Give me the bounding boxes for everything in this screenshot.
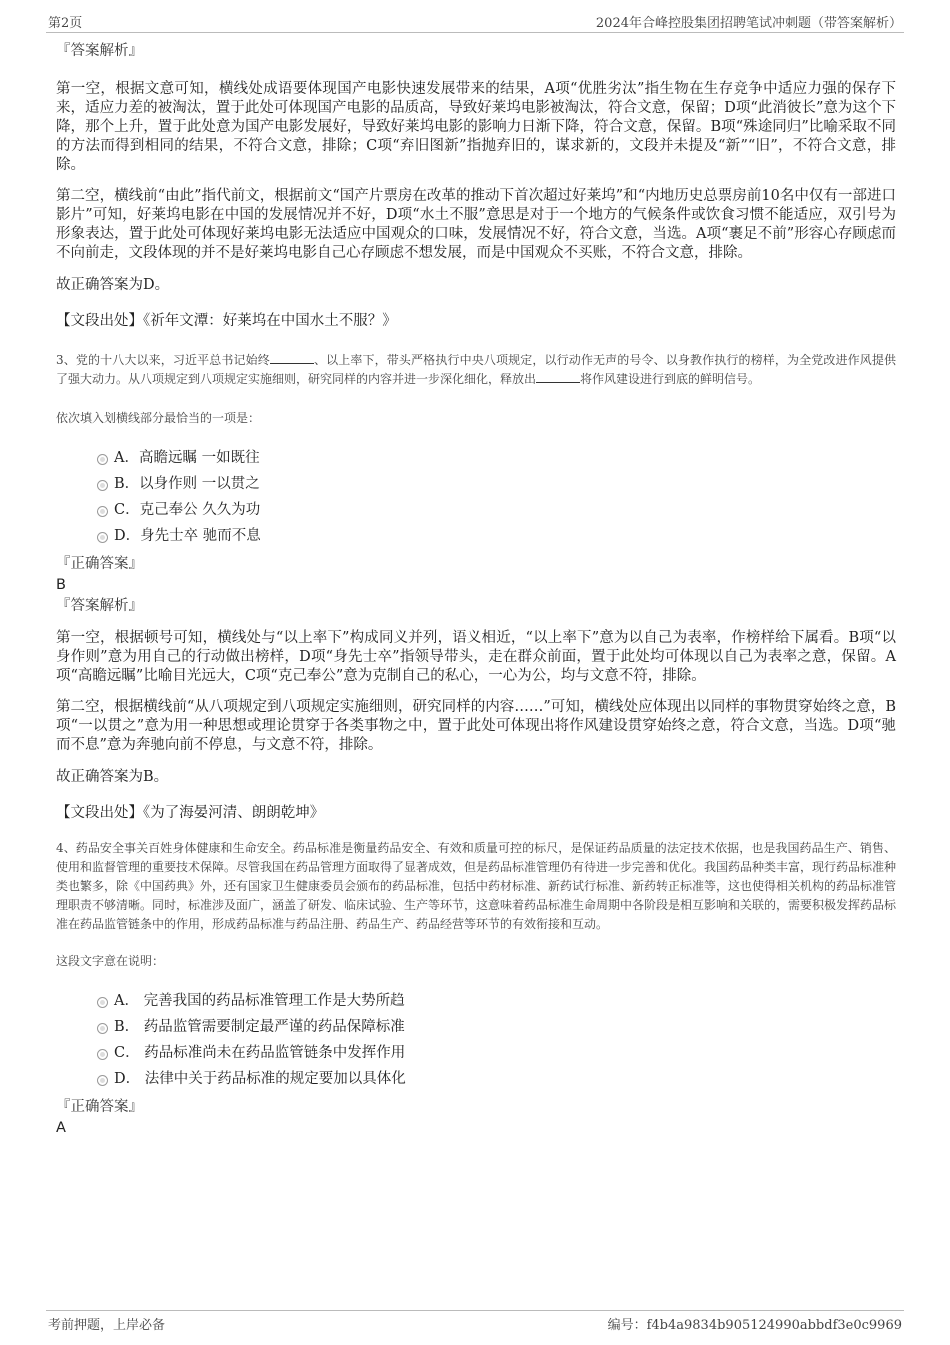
analysis-paragraph-2: 第二空，横线前“由此”指代前文，根据前文“国产片票房在改革的推动下首次超过好莱坞”和“内地历史总票房前10名中仅有一部进口影片”可知，好莱坞电影在中国的发展情况并不好，D项“水土不服”意思是对于一个地方的气候条件或饮食习惯不能适应，双引号为形象表达，置于此处可体现好莱坞电影无法适应中国观众的口味，发展情况不好，符合文意，当选。A项“裹足不前”形容心存顾虑而不向前走，文段体现的并不是好莱坞电影自己心存顾虑不想发展，而是中国观众不买账，不符合文意，排除。: [56, 188, 896, 261]
fill-blank-2: [536, 370, 580, 383]
page-number: 第2页: [48, 16, 83, 31]
radio-icon[interactable]: [97, 997, 108, 1008]
option-b[interactable]: B． 药品监管需要制定最严谨的药品保障标准: [56, 1014, 896, 1040]
option-a[interactable]: A．高瞻远瞩 一如既往: [56, 445, 896, 471]
q2-analysis-block: [56, 40, 896, 331]
option-d[interactable]: D．身先士卒 驰而不息: [56, 523, 896, 549]
option-b[interactable]: B．以身作则 一以贯之: [56, 471, 896, 497]
document-id: 编号：f4b4a9834b905124990abbdf3e0c9969: [607, 1318, 902, 1333]
conclusion: 故正确答案为D。: [56, 277, 170, 293]
answer-analysis-tag: 『答案解析』: [56, 43, 143, 59]
document-title: 2024年合峰控股集团招聘笔试冲刺题（带答案解析）: [595, 16, 902, 31]
main-content: [56, 40, 896, 1138]
question-3: [56, 351, 896, 823]
analysis-paragraph-2: 第二空，根据横线前“从八项规定到八项规定实施细则，研究同样的内容……”可知，横线处应体现出以同样的事物贯穿始终之意，B项“一以贯之”意为用一种思想或理论贯穿于各类事物之中，置于此处可体现出将作风建设贯穿始终之意，符合文意，当选。D项“驰而不息”意为奔驰向前不停息，与文意不符，排除。: [56, 699, 896, 753]
radio-icon[interactable]: [97, 480, 108, 491]
radio-icon[interactable]: [97, 1075, 108, 1086]
source-citation: 【文段出处】《为了海晏河清、朗朗乾坤》: [56, 805, 325, 821]
options-list: [56, 988, 896, 1092]
question-stem: 4、药品安全事关百姓身体健康和生命安全。药品标准是衡量药品安全、有效和质量可控的标尺，是保证药品质量的法定技术依据，也是我国药品生产、销售、使用和监督管理的重要技术保障。尽管我国在药品管理方面取得了显著成效，但是药品标准管理仍有待进一步完善和优化。我国药品种类丰富，现行药品标准种类也繁多，除《中国药典》外，还有国家卫生健康委员会颁布的药品标准，包括中药材标准、新药试行标准、新药转正标准等，这也使得相关机构的药品标准管理职责不够清晰。同时，标准涉及面广，涵盖了研发、临床试验、生产等环节，这意味着药品标准生命周期中各阶段是相互影响和关联的，需要积极发挥药品标准在药品监管链条中的作用，形成药品标准与药品注册、药品生产、药品经营等环节的有效衔接和互动。: [56, 841, 897, 931]
correct-answer: B: [56, 577, 66, 593]
option-d[interactable]: D． 法律中关于药品标准的规定要加以具体化: [56, 1066, 896, 1092]
page-footer: [46, 1310, 904, 1333]
radio-icon[interactable]: [97, 506, 108, 517]
options-list: [56, 445, 896, 549]
question-prompt: 依次填入划横线部分最恰当的一项是：: [56, 411, 261, 425]
conclusion: 故正确答案为B。: [56, 769, 169, 785]
answer-analysis-tag: 『答案解析』: [56, 598, 143, 614]
question-stem: 3、党的十八大以来，习近平总书记始终 、以上率下，带头严格执行中央八项规定，以行动作无声的号令、以身教作执行的榜样，为全党改进作风提供了强大动力。从八项规定到八项规定实施细则，研究同样的内容并进一步深化细化，释放出 将作风建设进行到底的鲜明信号。: [56, 353, 896, 386]
option-c[interactable]: C．克己奉公 久久为功: [56, 497, 896, 523]
analysis-paragraph-1: 第一空，根据文意可知，横线处成语要体现国产电影快速发展带来的结果，A项“优胜劣汰”指生物在生存竞争中适应力强的保存下来，适应力差的被淘汰，置于此处可体现国产电影的品质高，导致好莱坞电影被淘汰，符合文意，保留；D项“此消彼长”意为这个下降，那个上升，置于此处意为国产电影发展好，导致好莱坞电影的影响力日渐下降，符合文意，保留。B项“殊途同归”比喻采取不同的方法而得到相同的结果，不符合文意，排除；C项“弃旧图新”指抛弃旧的，谋求新的，文段并未提及“新”“旧”，不符合文意，排除。: [56, 81, 896, 173]
radio-icon[interactable]: [97, 532, 108, 543]
correct-answer: A: [56, 1120, 66, 1136]
option-a[interactable]: A． 完善我国的药品标准管理工作是大势所趋: [56, 988, 896, 1014]
radio-icon[interactable]: [97, 1049, 108, 1060]
footer-slogan: 考前押题，上岸必备: [48, 1318, 166, 1333]
correct-answer-tag: 『正确答案』: [56, 556, 143, 572]
question-4: [56, 839, 896, 1138]
radio-icon[interactable]: [97, 454, 108, 465]
question-prompt: 这段文字意在说明：: [56, 954, 165, 968]
page-header: [46, 10, 904, 33]
option-c[interactable]: C． 药品标准尚未在药品监管链条中发挥作用: [56, 1040, 896, 1066]
source-citation: 【文段出处】《祈年文潭：好莱坞在中国水土不服？》: [56, 313, 397, 329]
analysis-paragraph-1: 第一空，根据顿号可知，横线处与“以上率下”构成同义并列，语义相近，“以上率下”意为以自己为表率，作榜样给下属看。B项“以身作则”意为用自己的行动做出榜样，D项“身先士卒”指领导带头，走在群众前面，置于此处均可体现以自己为表率之意，保留。A项“高瞻远瞩”比喻目光远大，C项“克己奉公”意为克制自己的私心，一心为公，均与文意不符，排除。: [56, 630, 896, 684]
radio-icon[interactable]: [97, 1023, 108, 1034]
correct-answer-tag: 『正确答案』: [56, 1099, 143, 1115]
fill-blank-1: [270, 351, 314, 364]
